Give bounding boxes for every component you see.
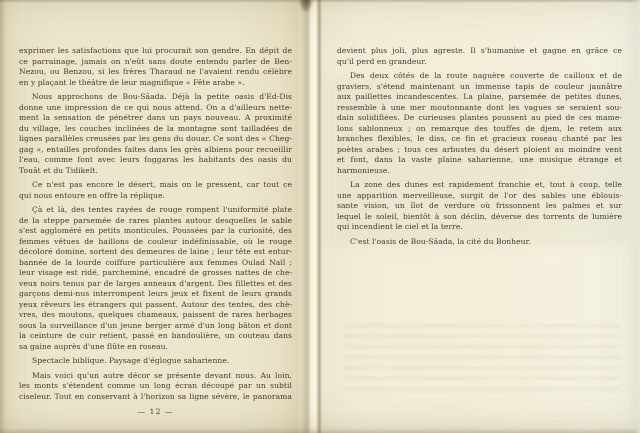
text-line: poètes arabes ; tous ces arbustes du désert ploient au moindre vent (337, 144, 622, 154)
page-show-through-texture (344, 324, 620, 396)
text-line: gag », entailles profondes faites dans les grès albiens pour recueillir (19, 144, 292, 154)
photo-bottom-edge (0, 428, 640, 433)
text-line: l'eau, comme font avec leurs foggaras les habitants des oasis du (19, 155, 292, 164)
text-line: la ceinture de cuir retient, passé en bandoulière, un couteau dans (19, 331, 292, 340)
photo-left-edge (0, 0, 6, 433)
paragraph (337, 237, 622, 248)
text-line: Nous approchons de Bou-Sâada. Déjà la petite oasis d'Ed-Dis (32, 92, 292, 101)
paragraph (19, 180, 292, 201)
text-line: devient plus joli, plus agreste. Il s'humanise et gagne en grâce ce (337, 46, 622, 55)
text-line: branches flexibles, le diss, ce fin et gracieux roseau chanté par les (337, 134, 622, 143)
text-line: vres, des moutons, quelques chameaux, paissent de rares herbages (19, 310, 292, 319)
paragraph (19, 205, 292, 352)
text-line: du village, les couches inclinées de la montagne sont tailladées de (19, 123, 292, 133)
text-line: lequel le soleil, bientôt à son déclin, déverse des torrents de lumière (337, 211, 622, 221)
text-line: femmes vêtues de haillons de couleur indéfinissable, où le rouge (19, 236, 292, 246)
text-line: harmonieuse. (337, 165, 390, 175)
photo-right-edge (635, 0, 640, 433)
text-line: Spectacle biblique. Paysage d'églogue saharienne. (32, 356, 230, 365)
text-line: dain solidifiées. De curieuses plantes poussent au pied de ces mame- (337, 113, 622, 122)
text-line: yeux rêveurs les étrangers qui passent. Autour des tentes, des chè- (19, 299, 292, 309)
text-line: ressemble à une mer moutonnante dont les vagues se seraient sou- (337, 102, 622, 112)
text-line: qu'il perd en grandeur. (337, 56, 427, 66)
text-line: exprimer les satisfactions que lui procurait son gendre. En dépit de (19, 46, 292, 55)
text-line: leur visage est ridé, parcheminé, encadré de grosses nattes de che- (19, 268, 292, 277)
paragraph (19, 356, 292, 367)
text-line: de la steppe parsemée de rares plantes autour desquelles le sable (19, 215, 292, 225)
text-line: Nezou, ou Benzou, si les frères Tharaud ne l'avaient rendu célèbre (19, 67, 292, 76)
text-line: décoloré domine, sortent des demeures de laine ; leur tête est entur- (19, 247, 292, 256)
photo-top-edge (0, 0, 640, 3)
paragraph (19, 46, 292, 88)
text-line: Touât et du Tidikelt. (19, 165, 98, 175)
text-line: sous la surveillance d'un jeune berger armé d'un long bâton et dont (19, 320, 292, 330)
text-line: graviers, s'étend maintenant un immense tapis de couleur jaunâtre (337, 81, 622, 91)
text-line: donne une impression de ce qui nous attend. On a d'ailleurs nette- (19, 102, 292, 112)
paragraph (337, 46, 622, 67)
text-line: une apparition merveilleuse, surgit de l'or des sables une éblouis- (337, 190, 622, 200)
text-line: garçons demi-nus interrompent leurs jeux et fixent de leurs grands (19, 289, 292, 298)
text-line: Mais voici qu'un autre décor se présente devant nous. Au loin, (32, 370, 292, 380)
text-line: Çà et là, des tentes rayées de rouge rompent l'uniformité plate (32, 205, 292, 214)
paragraph (337, 71, 622, 176)
text-line: aux paillettes incandescentes. La plaine, parsemée de petites dunes, (337, 92, 622, 101)
text-line: lignes parallèles creusées par les gens du douar. Ce sont des « Cheg- (19, 134, 292, 143)
text-line: La zone des dunes est rapidement franchie et, tout à coup, telle (350, 180, 622, 189)
text-line: sante vision, un îlot de verdure où frissonnent les palmes et sur (337, 201, 622, 210)
right-page-text-column (337, 46, 622, 251)
text-line: ciseleur. Tout en conservant à l'horizon sa ligne sévère, le panorama (19, 391, 292, 401)
text-line: qui nous entoure en offre la réplique. (19, 190, 165, 200)
text-line: sa gaine auprès d'une flûte en roseau. (19, 341, 169, 351)
left-page-text-column (19, 46, 292, 406)
text-line: lons sablonneux ; on remarque des touffes de djem, le retem aux (337, 123, 622, 133)
text-line: ment la sensation de pénétrer dans un pays nouveau. A proximité (19, 113, 292, 122)
text-line: C'est l'oasis de Bou-Sâada, la cité du Bonheur. (350, 236, 531, 246)
text-line: veux noirs tenus par de larges anneaux d'argent. Des fillettes et des (19, 278, 292, 288)
text-line: Des deux côtés de la route naguère couverte de cailloux et de (350, 71, 622, 80)
text-line: s'est aggloméré en petits monticules. Poussées par la curiosité, des (19, 226, 292, 235)
text-line: qui incendient le ciel et la terre. (337, 222, 463, 231)
paragraph (337, 180, 622, 233)
text-line: bannée de la lourde coiffure particulière aux femmes Oulad Naïl ; (19, 257, 292, 267)
text-line: les monts s'étendent comme un long écran découpé par un subtil (19, 381, 292, 390)
right-page (322, 0, 640, 433)
text-line: et font, dans la vaste plaine saharienne, une musique étrange et (337, 155, 622, 164)
text-line: ce parrainage, jamais on n'eût sans doute entendu parler de Ben- (19, 56, 292, 66)
text-line: en y plaçant le théâtre de leur magnifique « Fête arabe ». (19, 77, 245, 87)
paragraph (19, 371, 292, 403)
left-page (0, 0, 298, 433)
paragraph (19, 92, 292, 176)
book-gutter-shadow (296, 0, 322, 433)
text-line: Ce n'est pas encore le désert, mais on le pressent, car tout ce (32, 180, 292, 189)
page-number: — 12 — (137, 407, 174, 416)
